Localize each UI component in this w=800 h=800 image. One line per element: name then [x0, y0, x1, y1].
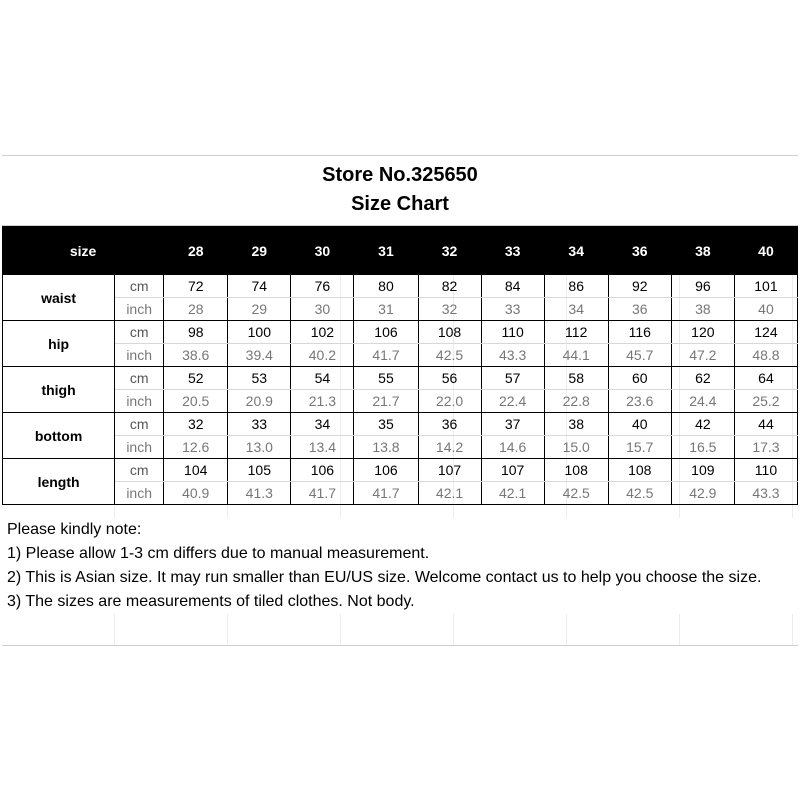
size-header-cell: 33: [481, 227, 544, 275]
value-cell: 44.1: [544, 344, 608, 367]
measurement-row-bottom-cm: [3, 413, 798, 436]
size-table: [2, 226, 798, 505]
unit-label: cm: [115, 321, 164, 344]
value-cell: 108: [608, 459, 671, 482]
value-cell: 22.0: [418, 390, 481, 413]
size-header-cell: 32: [418, 227, 481, 275]
value-cell: 112: [544, 321, 608, 344]
value-cell: 41.7: [291, 482, 354, 505]
size-header-cell: 38: [671, 227, 734, 275]
note-item: 2) This is Asian size. It may run smaller than EU/US size. Welcome contact us to help you choose the size.: [7, 569, 762, 586]
unit-label: inch: [115, 390, 164, 413]
unit-label: cm: [115, 367, 164, 390]
value-cell: 52: [164, 367, 228, 390]
value-cell: 34: [544, 298, 608, 321]
value-cell: 36: [608, 298, 671, 321]
value-cell: 116: [608, 321, 671, 344]
value-cell: 14.2: [418, 436, 481, 459]
value-cell: 35: [354, 413, 418, 436]
value-cell: 98: [164, 321, 228, 344]
measurement-row-thigh-cm: [3, 367, 798, 390]
measurement-row-thigh-inch: [3, 390, 798, 413]
value-cell: 110: [481, 321, 544, 344]
unit-label: inch: [115, 344, 164, 367]
value-cell: 74: [228, 275, 291, 298]
value-cell: 40: [608, 413, 671, 436]
bottom-divider: [2, 645, 798, 646]
value-cell: 38.6: [164, 344, 228, 367]
value-cell: 106: [354, 459, 418, 482]
value-cell: 21.7: [354, 390, 418, 413]
title-block: [2, 156, 798, 226]
value-cell: 36: [418, 413, 481, 436]
value-cell: 105: [228, 459, 291, 482]
value-cell: 38: [671, 298, 734, 321]
size-header-cell: 30: [291, 227, 354, 275]
value-cell: 17.3: [734, 436, 797, 459]
measurement-row-length-inch: [3, 482, 798, 505]
size-chart-sheet: [2, 155, 798, 646]
value-cell: 58: [544, 367, 608, 390]
value-cell: 38: [544, 413, 608, 436]
value-cell: 21.3: [291, 390, 354, 413]
notes-section: [7, 518, 797, 614]
value-cell: 25.2: [734, 390, 797, 413]
value-cell: 60: [608, 367, 671, 390]
value-cell: 96: [671, 275, 734, 298]
measurement-row-hip-inch: [3, 344, 798, 367]
value-cell: 14.6: [481, 436, 544, 459]
unit-label: cm: [115, 413, 164, 436]
size-header-cell: 28: [164, 227, 228, 275]
value-cell: 72: [164, 275, 228, 298]
value-cell: 13.8: [354, 436, 418, 459]
value-cell: 55: [354, 367, 418, 390]
value-cell: 80: [354, 275, 418, 298]
measurement-name: length: [3, 459, 115, 505]
value-cell: 76: [291, 275, 354, 298]
value-cell: 13.0: [228, 436, 291, 459]
unit-label: inch: [115, 482, 164, 505]
value-cell: 40.9: [164, 482, 228, 505]
value-cell: 33: [481, 298, 544, 321]
value-cell: 41.7: [354, 482, 418, 505]
value-cell: 31: [354, 298, 418, 321]
value-cell: 57: [481, 367, 544, 390]
chart-title: Size Chart: [351, 193, 449, 215]
value-cell: 106: [291, 459, 354, 482]
value-cell: 48.8: [734, 344, 797, 367]
value-cell: 22.4: [481, 390, 544, 413]
size-header-cell: 36: [608, 227, 671, 275]
size-header-cell: 29: [228, 227, 291, 275]
value-cell: 40: [734, 298, 797, 321]
unit-label: cm: [115, 459, 164, 482]
value-cell: 92: [608, 275, 671, 298]
value-cell: 16.5: [671, 436, 734, 459]
value-cell: 28: [164, 298, 228, 321]
size-header-cell: 34: [544, 227, 608, 275]
value-cell: 42.5: [418, 344, 481, 367]
value-cell: 107: [481, 459, 544, 482]
notes-heading: Please kindly note:: [7, 521, 142, 538]
value-cell: 20.5: [164, 390, 228, 413]
header-row: [3, 227, 798, 275]
value-cell: 29: [228, 298, 291, 321]
value-cell: 34: [291, 413, 354, 436]
value-cell: 23.6: [608, 390, 671, 413]
value-cell: 32: [418, 298, 481, 321]
value-cell: 84: [481, 275, 544, 298]
value-cell: 106: [354, 321, 418, 344]
unit-label: cm: [115, 275, 164, 298]
measurement-name: bottom: [3, 413, 115, 459]
value-cell: 108: [418, 321, 481, 344]
value-cell: 42.9: [671, 482, 734, 505]
value-cell: 100: [228, 321, 291, 344]
value-cell: 101: [734, 275, 797, 298]
value-cell: 32: [164, 413, 228, 436]
value-cell: 44: [734, 413, 797, 436]
note-item: 1) Please allow 1-3 cm differs due to manual measurement.: [7, 545, 430, 562]
value-cell: 82: [418, 275, 481, 298]
value-cell: 54: [291, 367, 354, 390]
measurement-name: waist: [3, 275, 115, 321]
size-header-cell: 40: [734, 227, 797, 275]
value-cell: 42.1: [418, 482, 481, 505]
value-cell: 86: [544, 275, 608, 298]
measurement-name: thigh: [3, 367, 115, 413]
value-cell: 53: [228, 367, 291, 390]
value-cell: 108: [544, 459, 608, 482]
unit-label: inch: [115, 436, 164, 459]
measurement-row-waist-inch: [3, 298, 798, 321]
value-cell: 45.7: [608, 344, 671, 367]
value-cell: 124: [734, 321, 797, 344]
value-cell: 110: [734, 459, 797, 482]
value-cell: 22.8: [544, 390, 608, 413]
size-table-body: [3, 227, 798, 505]
value-cell: 109: [671, 459, 734, 482]
value-cell: 15.0: [544, 436, 608, 459]
measurement-row-hip-cm: [3, 321, 798, 344]
value-cell: 42: [671, 413, 734, 436]
value-cell: 20.9: [228, 390, 291, 413]
value-cell: 43.3: [734, 482, 797, 505]
value-cell: 12.6: [164, 436, 228, 459]
value-cell: 62: [671, 367, 734, 390]
size-header-label: size: [3, 227, 164, 275]
store-title: Store No.325650: [322, 164, 478, 186]
value-cell: 30: [291, 298, 354, 321]
value-cell: 64: [734, 367, 797, 390]
value-cell: 42.5: [544, 482, 608, 505]
value-cell: 15.7: [608, 436, 671, 459]
value-cell: 56: [418, 367, 481, 390]
value-cell: 104: [164, 459, 228, 482]
measurement-row-bottom-inch: [3, 436, 798, 459]
value-cell: 40.2: [291, 344, 354, 367]
note-item: 3) The sizes are measurements of tiled clothes. Not body.: [7, 593, 415, 610]
value-cell: 37: [481, 413, 544, 436]
unit-label: inch: [115, 298, 164, 321]
measurement-row-waist-cm: [3, 275, 798, 298]
value-cell: 41.3: [228, 482, 291, 505]
measurement-name: hip: [3, 321, 115, 367]
value-cell: 47.2: [671, 344, 734, 367]
size-header-cell: 31: [354, 227, 418, 275]
value-cell: 43.3: [481, 344, 544, 367]
value-cell: 107: [418, 459, 481, 482]
value-cell: 39.4: [228, 344, 291, 367]
value-cell: 120: [671, 321, 734, 344]
value-cell: 41.7: [354, 344, 418, 367]
measurement-row-length-cm: [3, 459, 798, 482]
value-cell: 42.1: [481, 482, 544, 505]
value-cell: 24.4: [671, 390, 734, 413]
value-cell: 13.4: [291, 436, 354, 459]
value-cell: 102: [291, 321, 354, 344]
value-cell: 42.5: [608, 482, 671, 505]
value-cell: 33: [228, 413, 291, 436]
